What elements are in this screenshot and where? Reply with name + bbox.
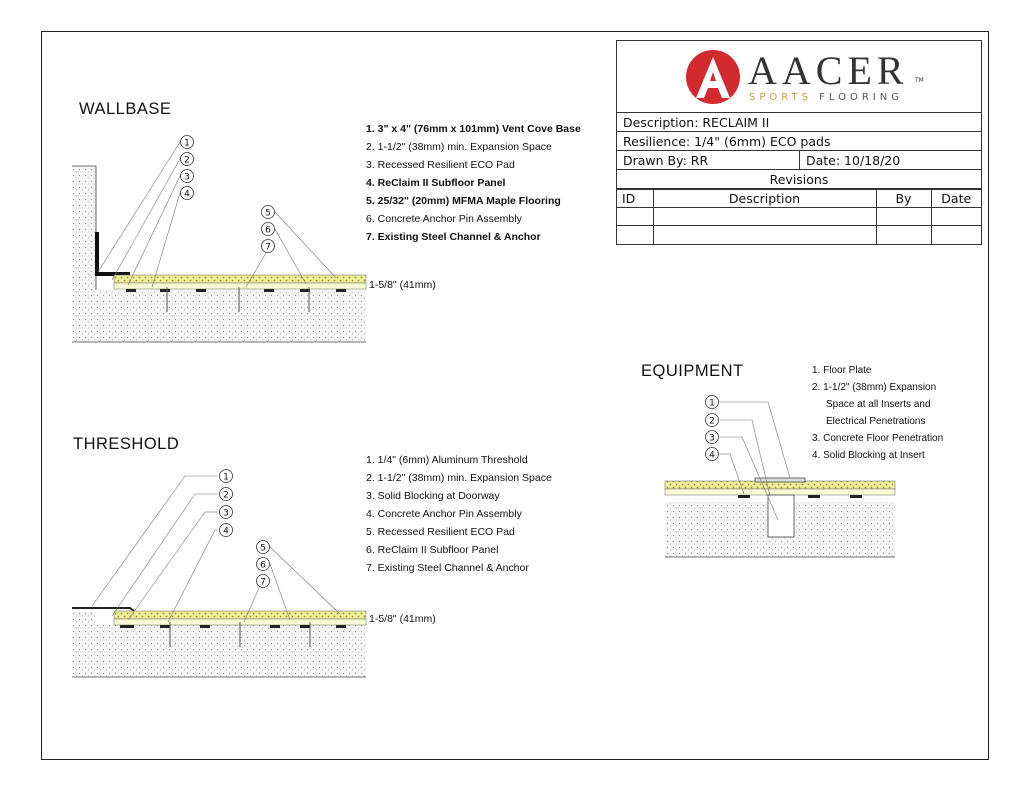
callout-1: 1 [223,472,229,483]
list-item: 6. ReClaim II Subfloor Panel [366,544,499,556]
callout-1: 1 [709,398,715,409]
drawn-by: Drawn By: RR [617,151,800,169]
callout-5: 5 [260,543,266,554]
callout-4: 4 [709,450,715,461]
logo-wordmark: AACER [748,48,909,93]
callout-1: 1 [184,138,190,149]
callout-2: 2 [709,416,715,427]
list-item: Electrical Penetrations [826,416,926,427]
list-item: 4. ReClaim II Subfloor Panel [366,177,506,189]
threshold-callouts [220,470,270,588]
rev-header-by: By [876,190,931,208]
callout-2: 2 [184,155,190,166]
trademark-mark: TM [915,77,924,84]
list-item: 2. 1-1/2" (38mm) min. Expansion Space [366,472,552,484]
callout-4: 4 [223,526,229,537]
equipment-title: EQUIPMENT [641,362,744,380]
list-item: 4. Concrete Anchor Pin Assembly [366,508,522,520]
concrete-slab [96,290,366,342]
rev-header-description: Description [653,190,876,208]
vent-cove-base [97,232,130,274]
list-item: 1. 3" x 4" (76mm x 101mm) Vent Cove Base [366,123,581,135]
rev-header-id: ID [617,190,653,208]
list-item: 3. Solid Blocking at Doorway [366,490,500,502]
callout-3: 3 [223,508,229,519]
callout-2: 2 [223,490,229,501]
revisions-title: Revisions [617,170,981,189]
wallbase-callouts [181,136,275,253]
wall-section [72,166,96,342]
callout-7: 7 [260,577,266,588]
description-row: Description: RECLAIM II [617,113,981,132]
wallbase-dimension: 1-5/8" (41mm) [369,279,436,291]
eco-pads [738,495,862,498]
list-item: 2. 1-1/2" (38mm) Expansion [812,382,937,393]
subfloor-panel [114,283,366,289]
rev-header-date: Date [931,190,981,208]
callout-5: 5 [265,208,271,219]
logo-sub-flooring: FLOORING [819,92,903,103]
callout-6: 6 [260,560,266,571]
threshold-title: THRESHOLD [73,435,180,453]
list-item: 5. 25/32" (20mm) MFMA Maple Flooring [366,195,561,207]
list-item: 3. Recessed Resilient ECO Pad [366,159,515,171]
subfloor-panel [665,489,895,495]
list-item: 4. Solid Blocking at Insert [812,450,925,461]
maple-flooring [114,611,366,619]
list-item: 1. 1/4" (6mm) Aluminum Threshold [366,454,528,466]
leader-lines [98,142,336,287]
list-item: 7. Existing Steel Channel & Anchor [366,231,541,243]
callout-6: 6 [265,225,271,236]
equipment-drawing [665,396,895,558]
callout-4: 4 [184,189,190,200]
list-item: Space at all Inserts and [826,399,931,410]
equipment-callouts [706,396,719,461]
callout-3: 3 [184,172,190,183]
list-item: 1. Floor Plate [812,365,872,376]
maple-flooring [114,275,366,283]
resilience-row: Resilience: 1/4" (6mm) ECO pads [617,132,981,151]
list-item: 2. 1-1/2" (38mm) min. Expansion Space [366,141,552,153]
callout-7: 7 [265,242,271,253]
list-item: 6. Concrete Anchor Pin Assembly [366,213,522,225]
callout-3: 3 [709,433,715,444]
leader-lines [92,476,340,622]
floor-penetration [768,495,794,537]
wallbase-title: WALLBASE [79,100,172,118]
drawing-date: Date: 10/18/20 [806,153,901,168]
threshold-drawing [72,470,366,678]
logo-sub-sports: SPORTS [749,92,812,103]
concrete-slab [72,625,366,677]
floor-plate [755,478,805,482]
wallbase-drawing [72,136,366,343]
list-item: 5. Recessed Resilient ECO Pad [366,526,515,538]
list-item: 7. Existing Steel Channel & Anchor [366,562,529,574]
threshold-dimension: 1-5/8" (41mm) [369,613,436,625]
list-item: 3. Concrete Floor Penetration [812,433,944,444]
aluminum-threshold [72,608,134,611]
